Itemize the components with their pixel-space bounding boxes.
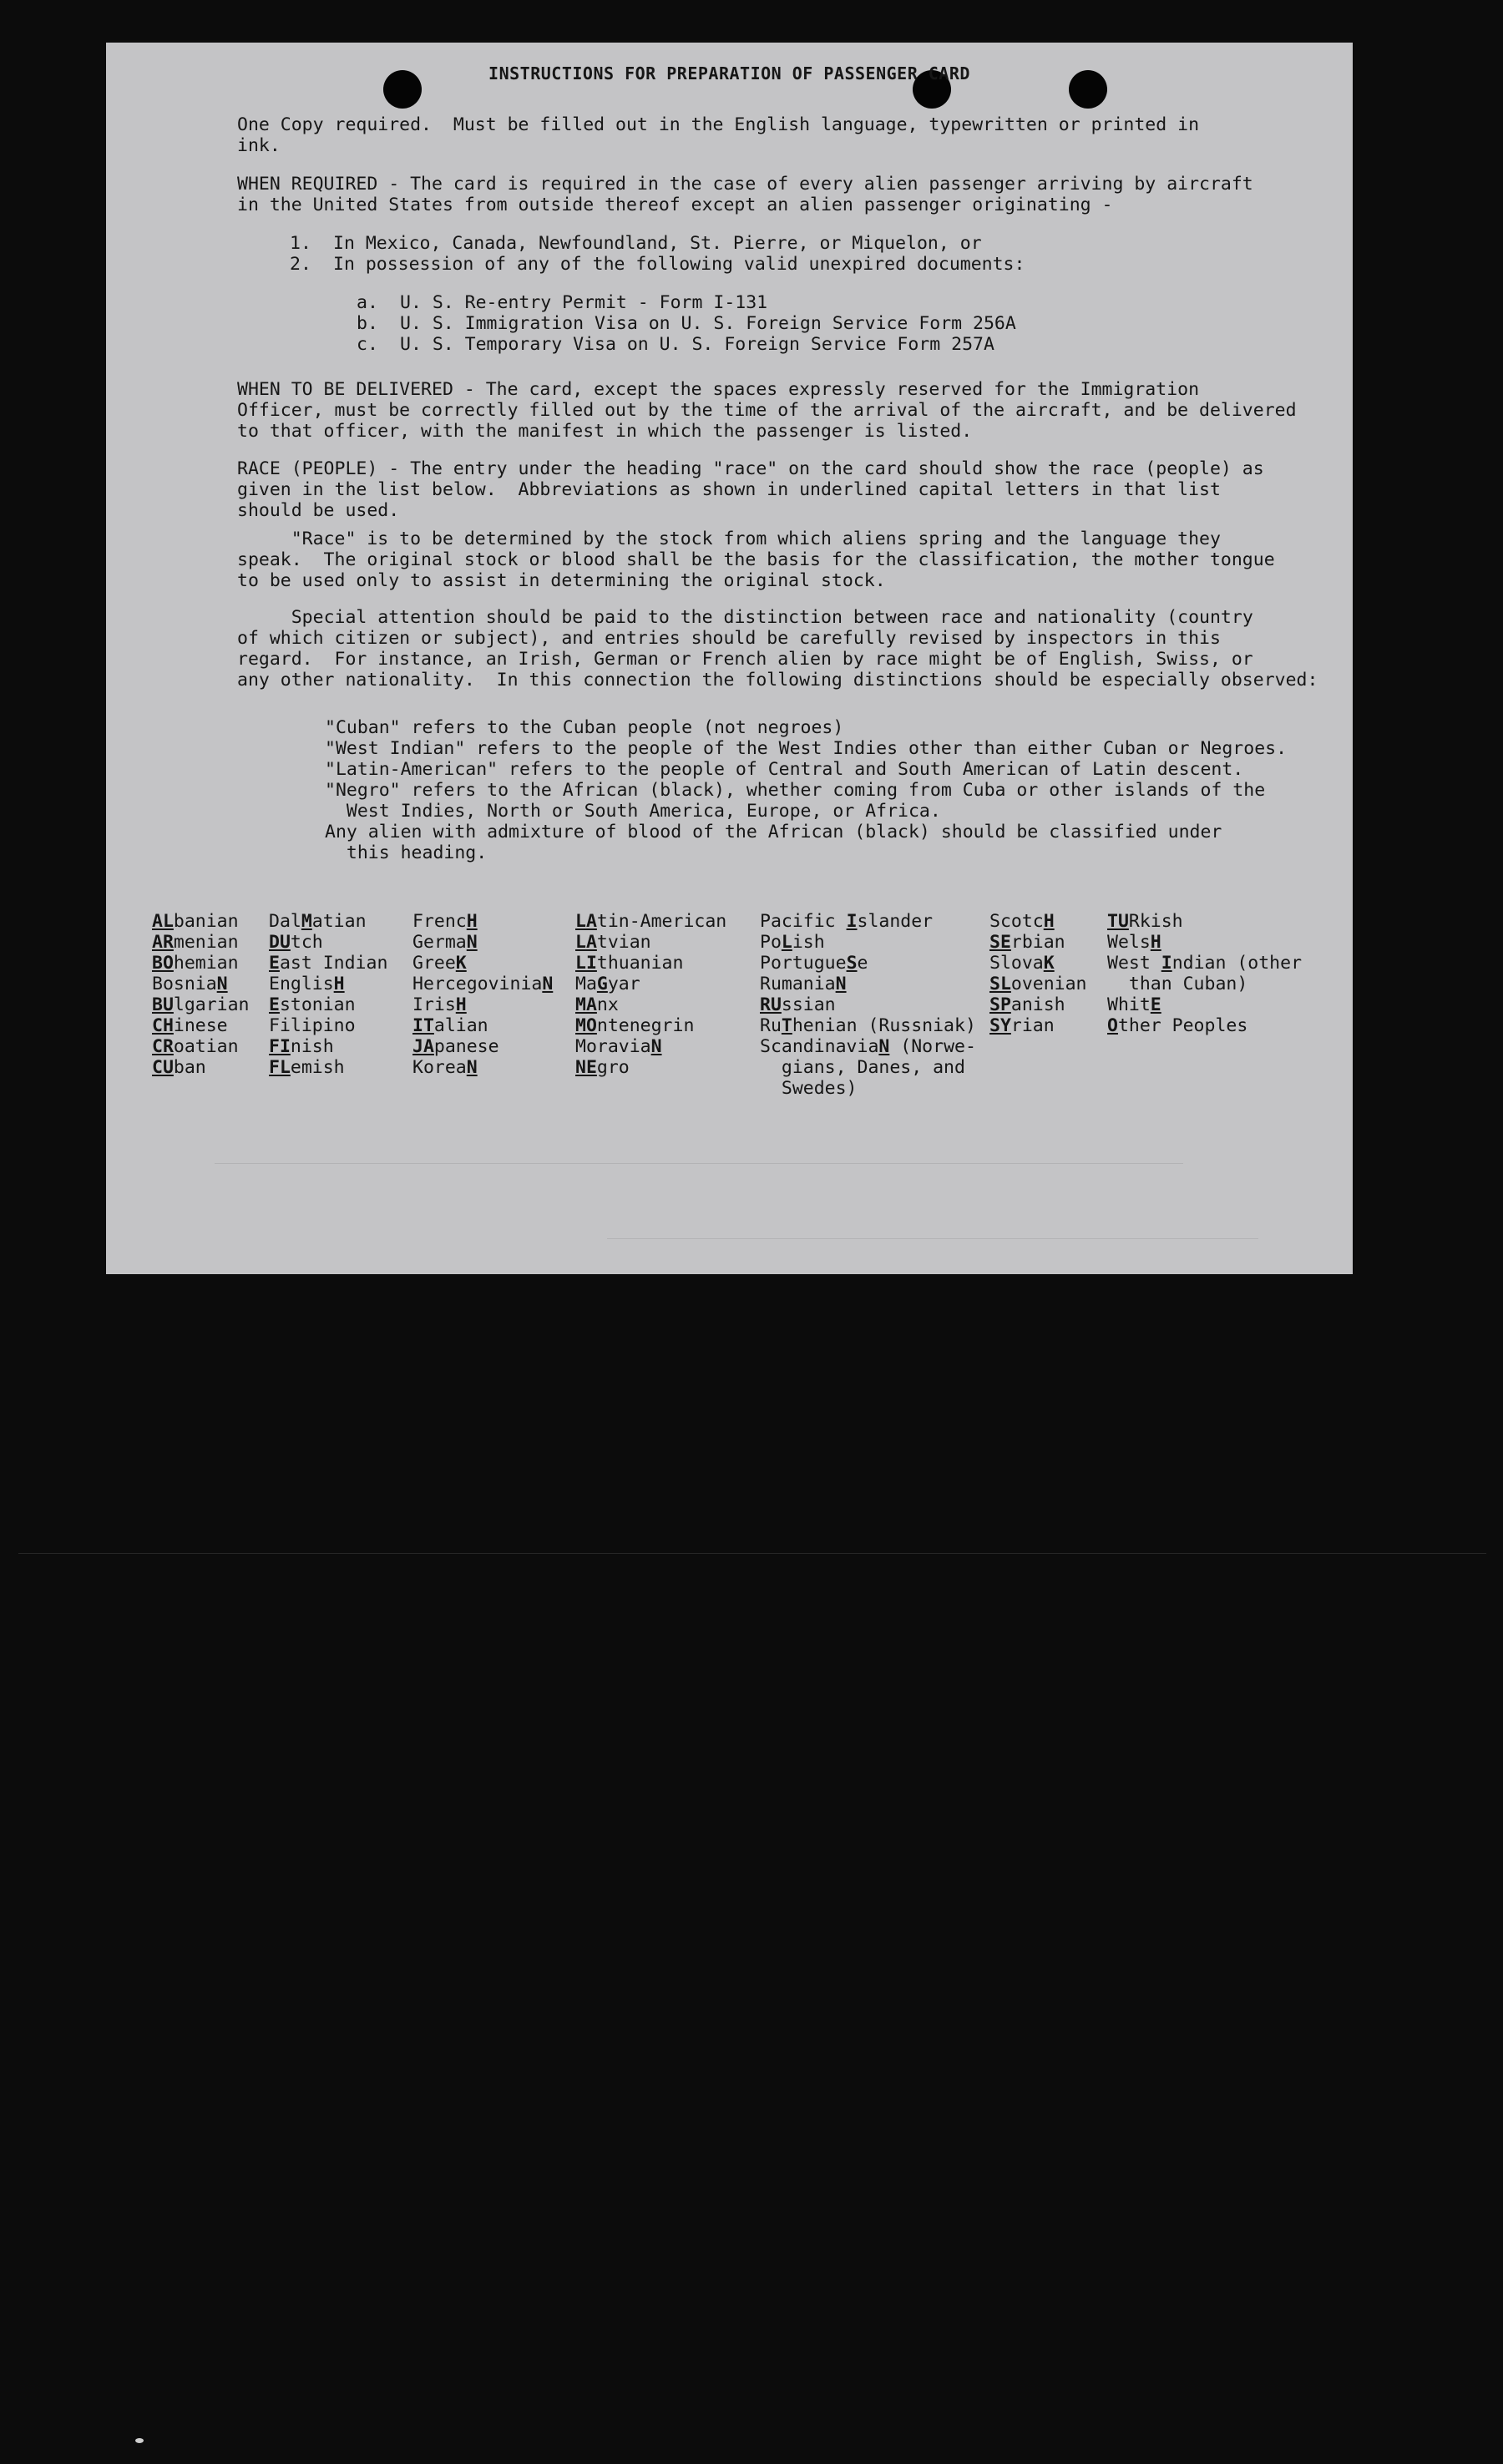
race-text: Dal xyxy=(269,911,301,932)
race-text: ban xyxy=(173,1057,206,1078)
race-entry xyxy=(760,974,976,994)
race-column-6 xyxy=(989,911,1087,1036)
race-abbreviation: CH xyxy=(152,1015,174,1036)
race-entry xyxy=(575,911,726,932)
race-abbreviation: G xyxy=(596,974,608,994)
race-column-3 xyxy=(412,911,553,1078)
race-abbreviation: RU xyxy=(760,994,782,1015)
race-abbreviation: E xyxy=(269,994,280,1015)
race-text: e xyxy=(857,953,868,974)
race-text: lgarian xyxy=(173,994,250,1015)
race-abbreviation: H xyxy=(466,911,478,932)
race-abbreviation: N xyxy=(216,974,228,994)
race-abbreviation: AL xyxy=(152,911,174,932)
race-entry xyxy=(989,911,1087,932)
race-text: Germa xyxy=(412,932,467,953)
race-text: Po xyxy=(760,932,782,953)
race-text: slander xyxy=(857,911,934,932)
race-entry xyxy=(1107,974,1302,994)
race-text: rbian xyxy=(1010,932,1065,953)
race-people-paragraph: RACE (PEOPLE) - The entry under the heading "race" on the card should show the race (people) as given in the list below. Abbreviations as shown in underlined capital letters in that list should be used. xyxy=(237,458,1264,521)
race-abbreviation: O xyxy=(1107,1015,1118,1036)
race-abbreviation: AR xyxy=(152,932,174,953)
race-text: yar xyxy=(607,974,640,994)
race-entry xyxy=(269,994,387,1015)
special-attention-paragraph: Special attention should be paid to the distinction between race and nationality (country of which citizen or subject), and entries should be carefully revised by inspectors in this regard. For instance, an Irish, German or French alien by race might be of English, Swiss, or any other nationality. In this connection the following distinctions should be especially observed: xyxy=(237,607,1318,691)
race-text: West xyxy=(1107,953,1161,974)
race-entry xyxy=(1107,994,1302,1015)
race-text: Korea xyxy=(412,1057,467,1078)
race-text: Gree xyxy=(412,953,456,974)
race-text: alian xyxy=(433,1015,488,1036)
race-text: anish xyxy=(1010,994,1065,1015)
race-text: Englis xyxy=(269,974,334,994)
race-text: Bosnia xyxy=(152,974,217,994)
race-entry xyxy=(989,953,1087,974)
intro-paragraph: One Copy required. Must be filled out in the English language, typewritten or printed in ink. xyxy=(237,114,1200,156)
race-abbreviation: SE xyxy=(989,932,1011,953)
race-abbreviation: E xyxy=(269,953,280,974)
race-abbreviation: MA xyxy=(575,994,597,1015)
race-text: ssian xyxy=(781,994,836,1015)
race-text: gro xyxy=(596,1057,630,1078)
race-text: panese xyxy=(433,1036,499,1057)
race-text: nish xyxy=(290,1036,334,1057)
race-entry xyxy=(412,994,553,1015)
race-entry xyxy=(760,994,976,1015)
race-text: Ma xyxy=(575,974,597,994)
race-text: Swedes) xyxy=(760,1078,858,1099)
race-column-5 xyxy=(760,911,976,1099)
race-abbreviation: CR xyxy=(152,1036,174,1057)
race-abbreviation: DU xyxy=(269,932,291,953)
race-text: Scandinavia xyxy=(760,1036,879,1057)
race-text: henian (Russniak) xyxy=(792,1015,976,1036)
document-item-letter: a. xyxy=(357,292,378,313)
race-abbreviation: CU xyxy=(152,1057,174,1078)
race-abbreviation: N xyxy=(878,1036,890,1057)
required-item-text: In possession of any of the following valid unexpired documents: xyxy=(333,254,1025,275)
race-text: Filipino xyxy=(269,1015,356,1036)
race-text: ntenegrin xyxy=(596,1015,695,1036)
race-entry xyxy=(412,911,553,932)
race-entry xyxy=(1107,1015,1302,1036)
race-text: Whit xyxy=(1107,994,1151,1015)
race-text: Rkish xyxy=(1128,911,1183,932)
race-text: hemian xyxy=(173,953,239,974)
race-entry xyxy=(269,1057,387,1078)
race-text: ther Peoples xyxy=(1117,1015,1248,1036)
race-abbreviation: SY xyxy=(989,1015,1011,1036)
race-abbreviation: SP xyxy=(989,994,1011,1015)
race-text: oatian xyxy=(173,1036,239,1057)
race-text: Wels xyxy=(1107,932,1151,953)
race-entry xyxy=(269,1036,387,1057)
race-abbreviation: N xyxy=(542,974,554,994)
race-text: Rumania xyxy=(760,974,836,994)
race-entry xyxy=(269,1015,387,1036)
race-abbreviation: IT xyxy=(412,1015,434,1036)
race-entry xyxy=(412,953,553,974)
required-item-number: 1. xyxy=(290,233,311,254)
race-entry xyxy=(152,994,250,1015)
race-entry xyxy=(152,911,250,932)
race-abbreviation: N xyxy=(650,1036,662,1057)
race-text: Iris xyxy=(412,994,456,1015)
race-abbreviation: LA xyxy=(575,911,597,932)
scan-background-frame xyxy=(18,1553,1486,2439)
race-text: tvian xyxy=(596,932,651,953)
race-text: nx xyxy=(596,994,619,1015)
race-abbreviation: L xyxy=(781,932,792,953)
race-abbreviation: LI xyxy=(575,953,597,974)
race-entry xyxy=(760,1015,976,1036)
document-item-letter: b. xyxy=(357,313,378,334)
race-text: Frenc xyxy=(412,911,467,932)
race-entry xyxy=(575,953,726,974)
race-entry xyxy=(269,932,387,953)
race-text: Moravia xyxy=(575,1036,651,1057)
document-item-text: U. S. Immigration Visa on U. S. Foreign Service Form 256A xyxy=(400,313,1016,334)
document-item-text: U. S. Temporary Visa on U. S. Foreign Service Form 257A xyxy=(400,334,994,355)
race-abbreviation: FL xyxy=(269,1057,291,1078)
race-entry xyxy=(575,994,726,1015)
race-text: gians, Danes, and xyxy=(760,1057,965,1078)
race-abbreviation: BO xyxy=(152,953,174,974)
race-text: menian xyxy=(173,932,239,953)
race-text: banian xyxy=(173,911,239,932)
race-entry xyxy=(989,1015,1087,1036)
race-abbreviation: NE xyxy=(575,1057,597,1078)
race-entry xyxy=(152,974,250,994)
scan-speck xyxy=(135,2438,144,2443)
race-entry xyxy=(1107,953,1302,974)
race-column-1 xyxy=(152,911,250,1078)
race-abbreviation: M xyxy=(301,911,312,932)
race-entry xyxy=(269,911,387,932)
race-abbreviation: E xyxy=(1150,994,1161,1015)
race-entry xyxy=(1107,911,1302,932)
race-entry xyxy=(575,974,726,994)
race-text: Ru xyxy=(760,1015,782,1036)
race-text: atian xyxy=(311,911,367,932)
page-title: INSTRUCTIONS FOR PREPARATION OF PASSENGER CARD xyxy=(488,63,970,83)
race-entry xyxy=(760,1036,976,1057)
race-text: emish xyxy=(290,1057,345,1078)
race-abbreviation: MO xyxy=(575,1015,597,1036)
when-required-paragraph: WHEN REQUIRED - The card is required in the case of every alien passenger arriving by aircraft in the United States from outside thereof except an alien passenger originating - xyxy=(237,174,1253,215)
race-abbreviation: K xyxy=(1043,953,1055,974)
race-column-2 xyxy=(269,911,387,1078)
race-text: (Norwe- xyxy=(889,1036,976,1057)
race-text: than Cuban) xyxy=(1107,974,1248,994)
race-entry xyxy=(575,1036,726,1057)
required-item-text: In Mexico, Canada, Newfoundland, St. Pierre, or Miquelon, or xyxy=(333,233,982,254)
race-entry xyxy=(760,1057,976,1078)
race-column-7 xyxy=(1107,911,1302,1036)
document-item-text: U. S. Re-entry Permit - Form I-131 xyxy=(400,292,768,313)
race-entry xyxy=(1107,932,1302,953)
race-entry xyxy=(412,1015,553,1036)
race-entry xyxy=(152,1036,250,1057)
race-entry xyxy=(575,1015,726,1036)
race-abbreviation: K xyxy=(455,953,467,974)
race-entry xyxy=(575,932,726,953)
race-text: Portugue xyxy=(760,953,847,974)
race-abbreviation: H xyxy=(1150,932,1161,953)
race-entry xyxy=(269,974,387,994)
race-entry xyxy=(575,1057,726,1078)
race-abbreviation: N xyxy=(466,1057,478,1078)
race-text: stonian xyxy=(279,994,356,1015)
race-text: ovenian xyxy=(1010,974,1087,994)
race-abbreviation: BU xyxy=(152,994,174,1015)
race-text: ish xyxy=(792,932,825,953)
race-entry xyxy=(760,953,976,974)
race-entry xyxy=(152,1057,250,1078)
race-definition-paragraph: "Race" is to be determined by the stock from which aliens spring and the language they speak. The original stock or blood shall be the basis for the classification, the mother tongue to be used only to assist in determining the original stock. xyxy=(237,529,1275,591)
when-delivered-paragraph: WHEN TO BE DELIVERED - The card, except the spaces expressly reserved for the Immigration Officer, must be correctly filled out by the time of the arrival of the aircraft, and be delivered to that officer, with the manifest in which the passenger is listed. xyxy=(237,379,1297,442)
race-abbreviation: S xyxy=(846,953,858,974)
race-text: Hercegovinia xyxy=(412,974,543,994)
required-item-number: 2. xyxy=(290,254,311,275)
race-entry xyxy=(412,1036,553,1057)
instruction-card xyxy=(106,43,1353,1274)
race-entry xyxy=(989,974,1087,994)
race-text: rian xyxy=(1010,1015,1055,1036)
race-entry xyxy=(760,911,976,932)
race-column-4 xyxy=(575,911,726,1078)
race-abbreviation: LA xyxy=(575,932,597,953)
race-abbreviation: JA xyxy=(412,1036,434,1057)
race-abbreviation: H xyxy=(333,974,345,994)
race-abbreviation: SL xyxy=(989,974,1011,994)
race-entry xyxy=(412,1057,553,1078)
race-entry xyxy=(760,1078,976,1099)
race-entry xyxy=(760,932,976,953)
race-abbreviation: T xyxy=(781,1015,792,1036)
race-text: tch xyxy=(290,932,323,953)
race-entry xyxy=(989,994,1087,1015)
race-abbreviation: I xyxy=(1161,953,1172,974)
race-abbreviation: TU xyxy=(1107,911,1129,932)
race-text: ndian (other xyxy=(1172,953,1303,974)
race-distinctions: "Cuban" refers to the Cuban people (not negroes) "West Indian" refers to the people of the West Indies other than either Cuban or Negroes. "Latin-American" refers to the people of Central and South American of Latin descent. "Negro" refers to the African (black), whether coming from Cuba or other islands of the West Indies, North or South America, Europe, or Africa. Any alien with admixture of blood of the African (black) should be classified under this heading. xyxy=(325,717,1288,863)
race-abbreviation: I xyxy=(846,911,858,932)
race-abbreviation: N xyxy=(466,932,478,953)
race-entry xyxy=(152,932,250,953)
race-abbreviation: N xyxy=(835,974,847,994)
race-abbreviation: FI xyxy=(269,1036,291,1057)
race-abbreviation: H xyxy=(455,994,467,1015)
race-entry xyxy=(989,932,1087,953)
race-text: inese xyxy=(173,1015,228,1036)
show-through-line xyxy=(215,1163,1183,1164)
race-entry xyxy=(412,974,553,994)
race-text: Slova xyxy=(989,953,1044,974)
race-entry xyxy=(412,932,553,953)
race-entry xyxy=(152,1015,250,1036)
race-abbreviation: H xyxy=(1043,911,1055,932)
race-text: Pacific xyxy=(760,911,847,932)
race-text: ast Indian xyxy=(279,953,388,974)
show-through-line xyxy=(607,1238,1258,1239)
race-entry xyxy=(269,953,387,974)
document-item-letter: c. xyxy=(357,334,378,355)
race-entry xyxy=(152,953,250,974)
race-text: tin-American xyxy=(596,911,727,932)
race-text: thuanian xyxy=(596,953,684,974)
race-text: Scotc xyxy=(989,911,1044,932)
